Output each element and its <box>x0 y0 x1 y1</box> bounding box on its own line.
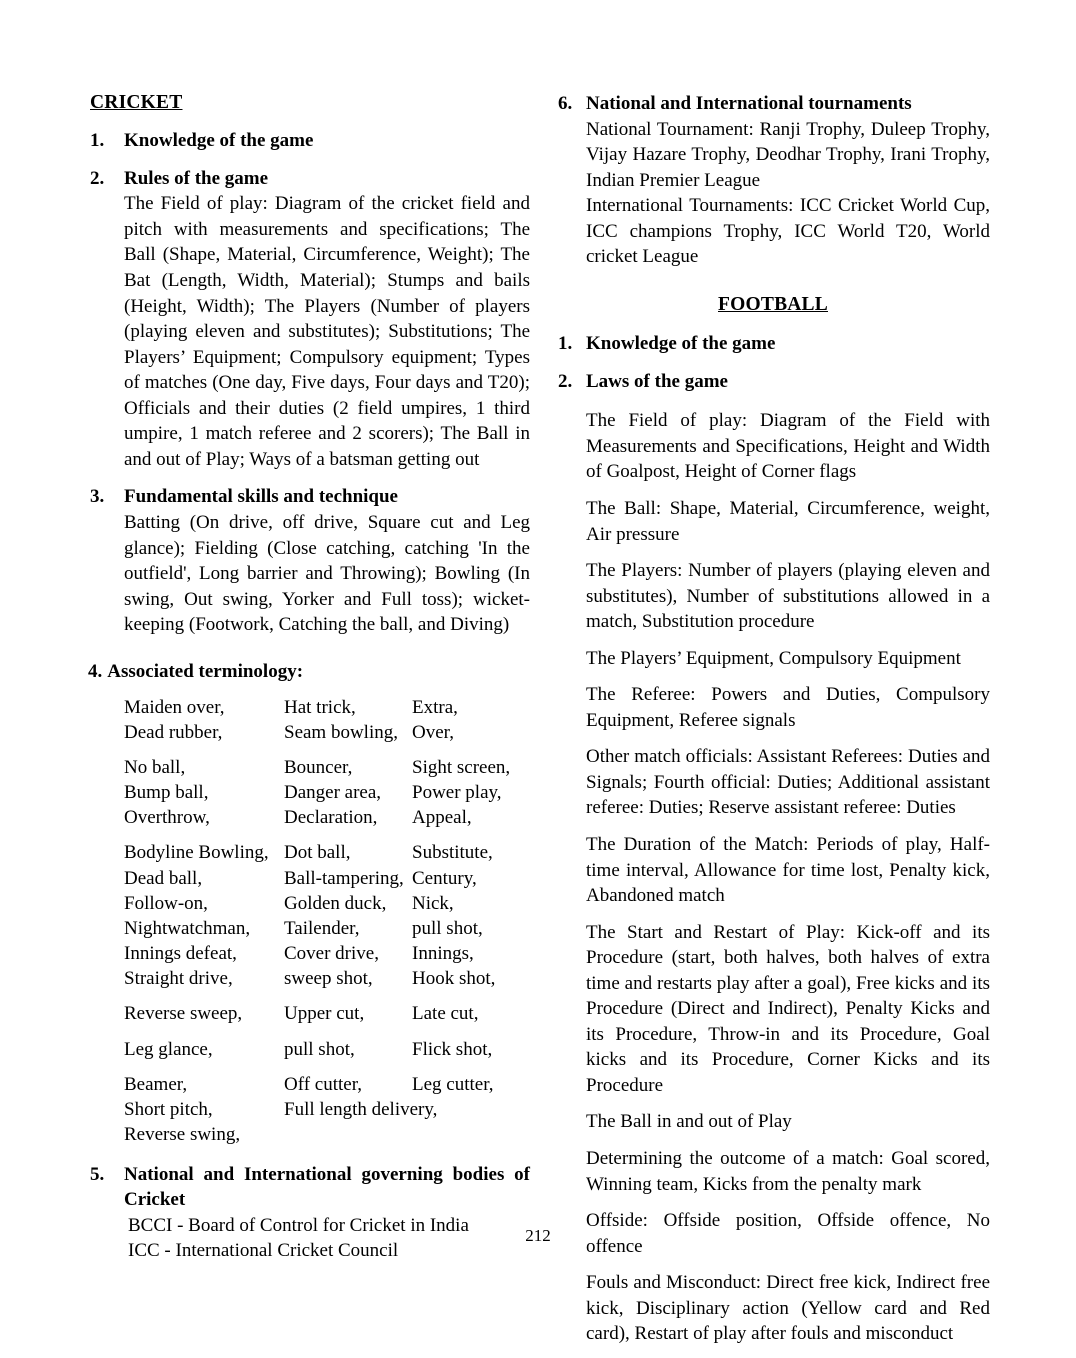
terminology-row <box>124 941 530 966</box>
cricket-item-6-label: National and International tournaments <box>586 93 912 114</box>
terminology-row <box>124 805 530 830</box>
cricket-item-3-body: Batting (On drive, off drive, Square cut and Leg glance); Fielding (Close catching, catching 'In the outfield', Long barrier and Throwing); Bowling (In swing, Out swing, Yorker and Full toss); wicket-keeping (Footwork, Catching the ball, and Diving) <box>124 512 530 636</box>
terminology-group <box>124 1001 530 1026</box>
terminology-cell: Ball-tampering, <box>284 867 404 889</box>
cricket-international-tournaments: International Tournaments: ICC Cricket World Cup, ICC champions Trophy, ICC World T20, World cricket League <box>586 195 990 268</box>
terminology-cell: Dead rubber, <box>124 721 223 743</box>
cricket-item-5 <box>88 1163 530 1263</box>
cricket-governing-body-bcci: BCCI - Board of Control for Cricket in India <box>128 1214 469 1236</box>
terminology-cell: Hook shot, <box>412 968 496 990</box>
cricket-item-6-head <box>556 92 990 117</box>
terminology-cell: Upper cut, <box>284 1003 365 1025</box>
football-law-paragraph: Determining the outcome of a match: Goal scored, Winning team, Kicks from the penalty mark <box>586 1148 990 1195</box>
terminology-row <box>124 840 530 865</box>
terminology-cell: Danger area, <box>284 782 382 804</box>
terminology-cell: Power play, <box>412 782 502 804</box>
terminology-cell: Extra, <box>412 696 458 718</box>
terminology-row <box>124 1072 530 1097</box>
football-law-paragraph: The Players’ Equipment, Compulsory Equipment <box>586 647 961 669</box>
terminology-group <box>124 840 530 991</box>
terminology-cell: Flick shot, <box>412 1038 493 1060</box>
terminology-cell: Reverse sweep, <box>124 1003 243 1025</box>
football-law-paragraph: The Players: Number of players (playing eleven and substitutes), Number of substitutions allowed in a match, Substitution procedure <box>586 560 990 633</box>
football-law-paragraph: The Duration of the Match: Periods of play, Half-time interval, Allowance for time lost, Penalty kick, Abandoned match <box>586 834 990 907</box>
terminology-grid <box>88 695 530 1148</box>
terminology-cell: Century, <box>412 867 477 889</box>
football-item-1 <box>556 332 990 357</box>
cricket-item-1-label: Knowledge of the game <box>124 130 314 151</box>
cricket-item-4 <box>88 660 530 1147</box>
cricket-item-3 <box>88 485 530 637</box>
football-law-paragraph: Fouls and Misconduct: Direct free kick, Indirect free kick, Disciplinary action (Yellow card and Red card), Restart of play after fouls and misconduct <box>586 1272 990 1345</box>
terminology-cell: Innings, <box>412 943 474 965</box>
cricket-item-2-body: The Field of play: Diagram of the cricket field and pitch with measurements and specifications; The Ball (Shape, Material, Circumference, Weight); The Bat (Length, Width, Material); Stumps and bails (Height, Width); The Players (Number of players (playing eleven and substitutes); Substitutions; The Players’ Equipment; Compulsory equipment; Types of matches (One day, Five days, Four days and T20); Officials and their duties (2 field umpires, 1 third umpire, 1 match referee and 2 scorers); The Ball in and out of Play; Ways of a batsman getting out <box>124 193 530 470</box>
terminology-row <box>124 866 530 891</box>
terminology-row <box>124 720 530 745</box>
terminology-cell: Off cutter, <box>284 1073 363 1095</box>
cricket-item-5-head <box>88 1163 530 1212</box>
football-laws-list <box>556 408 990 1347</box>
terminology-cell: Nick, <box>412 892 454 914</box>
cricket-item-2-label: Rules of the game <box>124 167 269 189</box>
football-law-paragraph: Offside: Offside position, Offside offence, No offence <box>586 1210 990 1257</box>
cricket-item-1 <box>88 129 530 154</box>
terminology-group <box>124 755 530 831</box>
football-item-2-label: Laws of the game <box>586 370 728 392</box>
terminology-row <box>124 780 530 805</box>
terminology-cell: Short pitch, <box>124 1098 213 1120</box>
cricket-governing-body-icc: ICC - International Cricket Council <box>128 1240 399 1262</box>
terminology-cell: Reverse swing, <box>124 1124 241 1146</box>
cricket-item-3-label: Fundamental skills and technique <box>124 486 398 508</box>
terminology-row <box>124 966 530 991</box>
terminology-cell: Declaration, <box>284 807 378 829</box>
terminology-cell: sweep shot, <box>284 968 373 990</box>
terminology-cell <box>412 1122 530 1147</box>
terminology-cell: Cover drive, <box>284 943 379 965</box>
terminology-group <box>124 1037 530 1062</box>
terminology-cell: Follow-on, <box>124 892 208 914</box>
terminology-cell: Dead ball, <box>124 867 203 889</box>
cricket-item-1-number: 1. <box>90 130 105 151</box>
terminology-row <box>124 1122 530 1147</box>
football-law-paragraph: The Referee: Powers and Duties, Compulsory Equipment, Referee signals <box>586 684 990 731</box>
football-item-2-head <box>556 370 990 395</box>
terminology-cell: Bouncer, <box>284 756 353 778</box>
terminology-row <box>124 695 530 720</box>
terminology-cell: No ball, <box>124 756 186 778</box>
terminology-cell: Maiden over, <box>124 696 225 718</box>
cricket-item-3-number: 3. <box>90 486 105 508</box>
football-law-paragraph: Other match officials: Assistant Referees: Duties and Signals; Fourth official: Duties; Additional assistant referee: Duties; Reserve assistant referee: Duties <box>586 746 990 819</box>
terminology-cell: Substitute, <box>412 842 493 864</box>
terminology-cell: Leg cutter, <box>412 1073 494 1095</box>
right-column <box>556 92 990 1358</box>
terminology-cell: pull shot, <box>412 917 483 939</box>
terminology-cell: Innings defeat, <box>124 943 237 965</box>
terminology-group <box>124 1072 530 1148</box>
cricket-item-2-number: 2. <box>90 167 105 189</box>
terminology-cell: Late cut, <box>412 1003 479 1025</box>
football-law-paragraph: The Start and Restart of Play: Kick-off and its Procedure (start, both halves, both halves of extra time and restarts play after a goal), Free kicks and its Procedure (Direct and Indirect), Penalty Kicks and its Procedure, Throw-in and its Procedure, Goal kicks and its Procedure, Corner Kicks and its Procedure <box>586 921 990 1096</box>
cricket-item-2 <box>88 167 530 473</box>
terminology-cell: Tailender, <box>284 917 360 939</box>
terminology-row <box>124 916 530 941</box>
terminology-row <box>124 755 530 780</box>
cricket-item-1-head <box>88 129 530 154</box>
terminology-cell: Appeal, <box>412 807 472 829</box>
football-law-paragraph: The Ball in and out of Play <box>586 1111 792 1133</box>
terminology-row <box>124 1001 530 1026</box>
cricket-item-5-number: 5. <box>90 1164 105 1186</box>
terminology-cell <box>284 1122 412 1147</box>
football-law-paragraph: The Field of play: Diagram of the Field with Measurements and Specifications, Height and Width of Goalpost, Height of Corner flags <box>586 410 990 483</box>
football-law-paragraph: The Ball: Shape, Material, Circumference, weight, Air pressure <box>586 497 990 545</box>
terminology-cell: Seam bowling, <box>284 721 398 743</box>
cricket-item-3-head <box>88 485 530 510</box>
terminology-cell: Full length delivery, <box>284 1098 438 1120</box>
football-item-1-head <box>556 332 990 357</box>
terminology-cell: Hat trick, <box>284 696 356 718</box>
terminology-group <box>124 695 530 745</box>
page-number: 212 <box>525 1226 551 1245</box>
cricket-item-6-number: 6. <box>558 93 573 114</box>
terminology-cell: Beamer, <box>124 1073 188 1095</box>
cricket-item-5-label: National and International governing bodies of Cricket <box>124 1164 530 1210</box>
terminology-cell: Golden duck, <box>284 892 387 914</box>
football-item-1-number: 1. <box>558 332 573 354</box>
cricket-item-4-head <box>88 660 530 685</box>
terminology-cell: Overthrow, <box>124 807 210 829</box>
terminology-cell: pull shot, <box>284 1038 355 1060</box>
football-item-2-number: 2. <box>558 370 573 392</box>
terminology-cell: Bump ball, <box>124 782 209 804</box>
terminology-cell: Straight drive, <box>124 968 233 990</box>
terminology-row <box>124 1097 530 1122</box>
cricket-item-4-label: Associated terminology: <box>107 660 304 682</box>
cricket-item-4-number: 4. <box>88 660 103 682</box>
football-item-1-label: Knowledge of the game <box>586 332 776 354</box>
cricket-item-2-head <box>88 167 530 192</box>
cricket-item-6 <box>556 92 990 270</box>
terminology-cell: Over, <box>412 721 454 743</box>
cricket-section-title <box>90 92 530 114</box>
football-section-title <box>556 294 990 316</box>
terminology-cell: Bodyline Bowling, <box>124 842 269 864</box>
cricket-title-text: CRICKET <box>90 92 183 113</box>
terminology-cell: Leg glance, <box>124 1038 213 1060</box>
terminology-row <box>124 891 530 916</box>
football-item-2 <box>556 370 990 395</box>
cricket-national-tournaments: National Tournament: Ranji Trophy, Duleep Trophy, Vijay Hazare Trophy, Deodhar Trophy, Irani Trophy, Indian Premier League <box>586 118 990 191</box>
terminology-row <box>124 1037 530 1062</box>
football-title-text: FOOTBALL <box>718 293 828 315</box>
terminology-cell: Dot ball, <box>284 842 351 864</box>
terminology-cell: Nightwatchman, <box>124 917 251 939</box>
terminology-cell: Sight screen, <box>412 756 511 778</box>
left-column <box>88 92 530 1277</box>
